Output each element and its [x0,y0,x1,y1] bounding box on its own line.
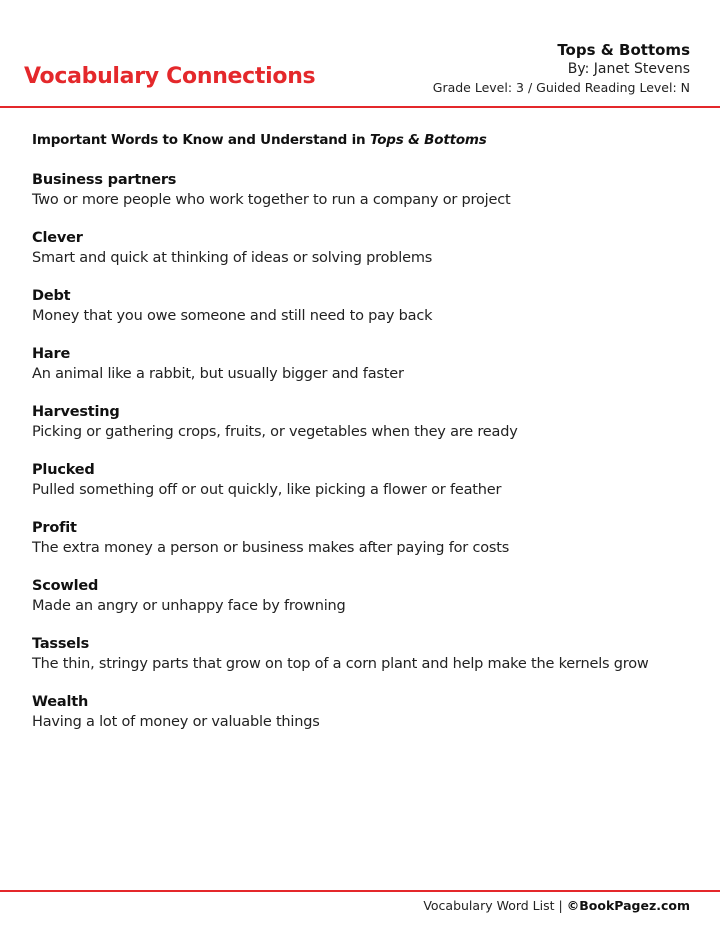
vocabulary-entry [32,229,692,268]
vocabulary-definition: Made an angry or unhappy face by frowning [32,598,346,614]
footer-divider [0,890,720,892]
vocabulary-term: Plucked [32,462,95,478]
vocabulary-definition: The extra money a person or business makes after paying for costs [32,540,510,556]
vocabulary-term: Harvesting [32,404,120,420]
vocabulary-entry [32,403,692,442]
intro-text: Important Words to Know and Understand in [32,132,370,148]
vocabulary-term: Clever [32,230,83,246]
vocabulary-definition: Smart and quick at thinking of ideas or solving problems [32,250,433,266]
footer [423,898,690,913]
vocabulary-definition: The thin, stringy parts that grow on top of a corn plant and help make the kernels grow [32,656,649,672]
vocabulary-term: Scowled [32,578,99,594]
header-divider [0,106,720,108]
vocabulary-definition: Picking or gathering crops, fruits, or vegetables when they are ready [32,424,518,440]
vocabulary-entry [32,461,692,500]
footer-brand: ©BookPagez.com [566,898,690,913]
vocabulary-list [32,171,692,751]
footer-separator: | [558,898,563,913]
vocabulary-definition: Having a lot of money or valuable things [32,714,320,730]
vocabulary-entry [32,693,692,732]
book-author: By: Janet Stevens [567,61,690,77]
vocabulary-definition: Pulled something off or out quickly, like picking a flower or feather [32,482,502,498]
reading-level: Grade Level: 3 / Guided Reading Level: N [432,80,690,95]
vocabulary-entry [32,287,692,326]
vocabulary-term: Debt [32,288,71,304]
vocabulary-definition: An animal like a rabbit, but usually bigger and faster [32,366,404,382]
intro-heading [32,132,487,148]
vocabulary-definition: Money that you owe someone and still need to pay back [32,308,433,324]
vocabulary-term: Profit [32,520,77,536]
vocabulary-term: Hare [32,346,71,362]
vocabulary-term: Business partners [32,172,177,188]
vocabulary-entry [32,519,692,558]
book-title: Tops & Bottoms [557,41,690,59]
vocabulary-entry [32,171,692,210]
vocabulary-term: Wealth [32,694,89,710]
vocabulary-entry [32,345,692,384]
vocabulary-definition: Two or more people who work together to run a company or project [32,192,511,208]
page-title: Vocabulary Connections [24,64,316,89]
vocabulary-entry [32,635,692,674]
intro-book-title: Tops & Bottoms [369,132,487,148]
footer-label: Vocabulary Word List [423,898,555,913]
book-info [433,40,690,97]
vocabulary-entry [32,577,692,616]
vocabulary-term: Tassels [32,636,90,652]
